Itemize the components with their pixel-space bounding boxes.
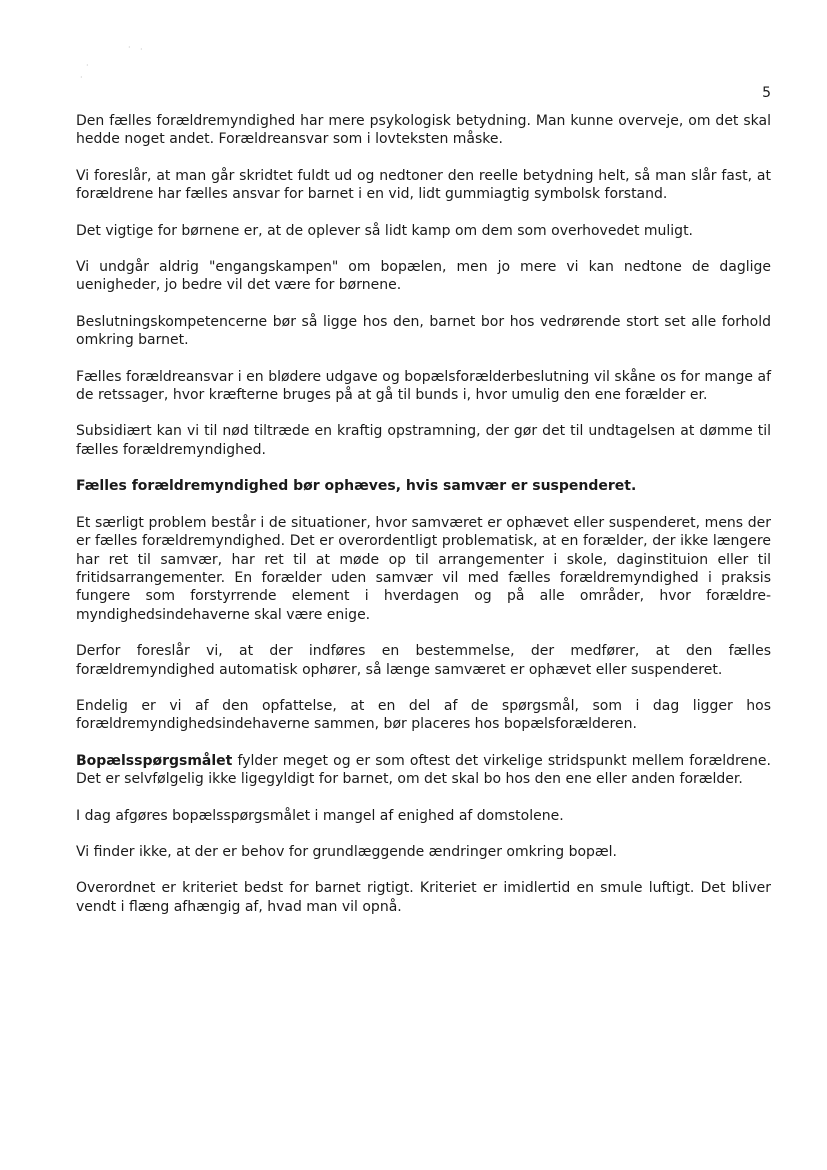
paragraph: Det vigtige for børnene er, at de oplever så lidt kamp om dem som overhovedet muligt. (76, 222, 694, 239)
paragraph: Derfor foreslår vi, at der indføres en bestemmelse, der medfører, at den fælles forældremyndighed automatisk ophører, så længe samværet er ophævet eller suspenderet. (76, 643, 771, 678)
paragraph: Beslutningskompetencerne bør så ligge hos den, barnet bor hos vedrørende stort set alle forhold omkring barnet. (76, 313, 771, 349)
paragraph: Endelig er vi af den opfattelse, at en del af de spørgsmål, som i dag ligger hos forældremyndighedsindehaverne sammen, bør placeres hos bopælsforælderen. (76, 697, 771, 733)
paragraph: Overordnet er kriteriet bedst for barnet rigtigt. Kriteriet er imidlertid en smule luftigt. Det bliver vendt i flæng afhængig af, hvad man vil opnå. (76, 880, 771, 915)
paragraph: Den fælles forældremyndighed har mere psykologisk betydning. Man kunne overveje, om det skal hedde noget andet. Forældreansvar som i lovteksten måske. (76, 113, 771, 148)
paragraph: Subsidiært kan vi til nød tiltræde en kraftig opstramning, der gør det til undtagelsen at dømme til fælles forældremyndighed. (76, 423, 771, 458)
paragraph: Fælles forældreansvar i en blødere udgave og bopælsforælderbeslutning vil skåne os for mange af de retssager, hvor kræfterne bruges på at gå til bunds i, hvor umulig den ene forælder er. (76, 368, 771, 404)
paragraph: Et særligt problem består i de situationer, hvor samværet er ophævet eller suspenderet, mens der er fælles forældremyndighed. Det er overordentligt problematisk, at en forælder, der ikke længere har ret til samvær, har ret til at møde op til arrangementer i skole, daginstituion eller til fritidsarrangementer. En forælder uden samvær vil med fælles forældremyndighed i praksis fungere som forstyrrende element i hverdagen og på alle områder, hvor forældre-myndighedsindehaverne skal være enige. (76, 514, 771, 623)
paragraph: Vi finder ikke, at der er behov for grundlæggende ændringer omkring bopæl. (76, 843, 617, 860)
bold-lead-term: Bopælsspørgsmålet (76, 752, 233, 769)
document-body (76, 112, 771, 934)
scan-speck: ‧ (128, 43, 131, 52)
paragraph: Vi foreslår, at man går skridtet fuldt ud og nedtoner den reelle betydning helt, så man slår fast, at forældrene har fælles ansvar for barnet i en vid, lidt gummiagtig symbolsk forstand. (76, 167, 771, 203)
paragraph-bopael (76, 752, 771, 789)
paragraph: I dag afgøres bopælsspørgsmålet i mangel af enighed af domstolene. (76, 807, 564, 824)
scan-speck: ‧ (86, 61, 89, 70)
section-heading: Fælles forældremyndighed bør ophæves, hvis samvær er suspenderet. (76, 478, 637, 495)
scan-speck: ‧ (140, 45, 143, 54)
paragraph-text: fylder meget og er som oftest det virkelige stridspunkt mellem forældrene. Det er selvfølgelig ikke ligegyldigt for barnet, om det skal bo hos den ene eller anden forælder. (76, 752, 771, 788)
paragraph: Vi undgår aldrig "engangskampen" om bopælen, men jo mere vi kan nedtone de daglige uenigheder, jo bedre vil det være for børnene. (76, 259, 771, 294)
page-number: 5 (762, 85, 771, 101)
scan-speck: ‧ (80, 73, 83, 82)
